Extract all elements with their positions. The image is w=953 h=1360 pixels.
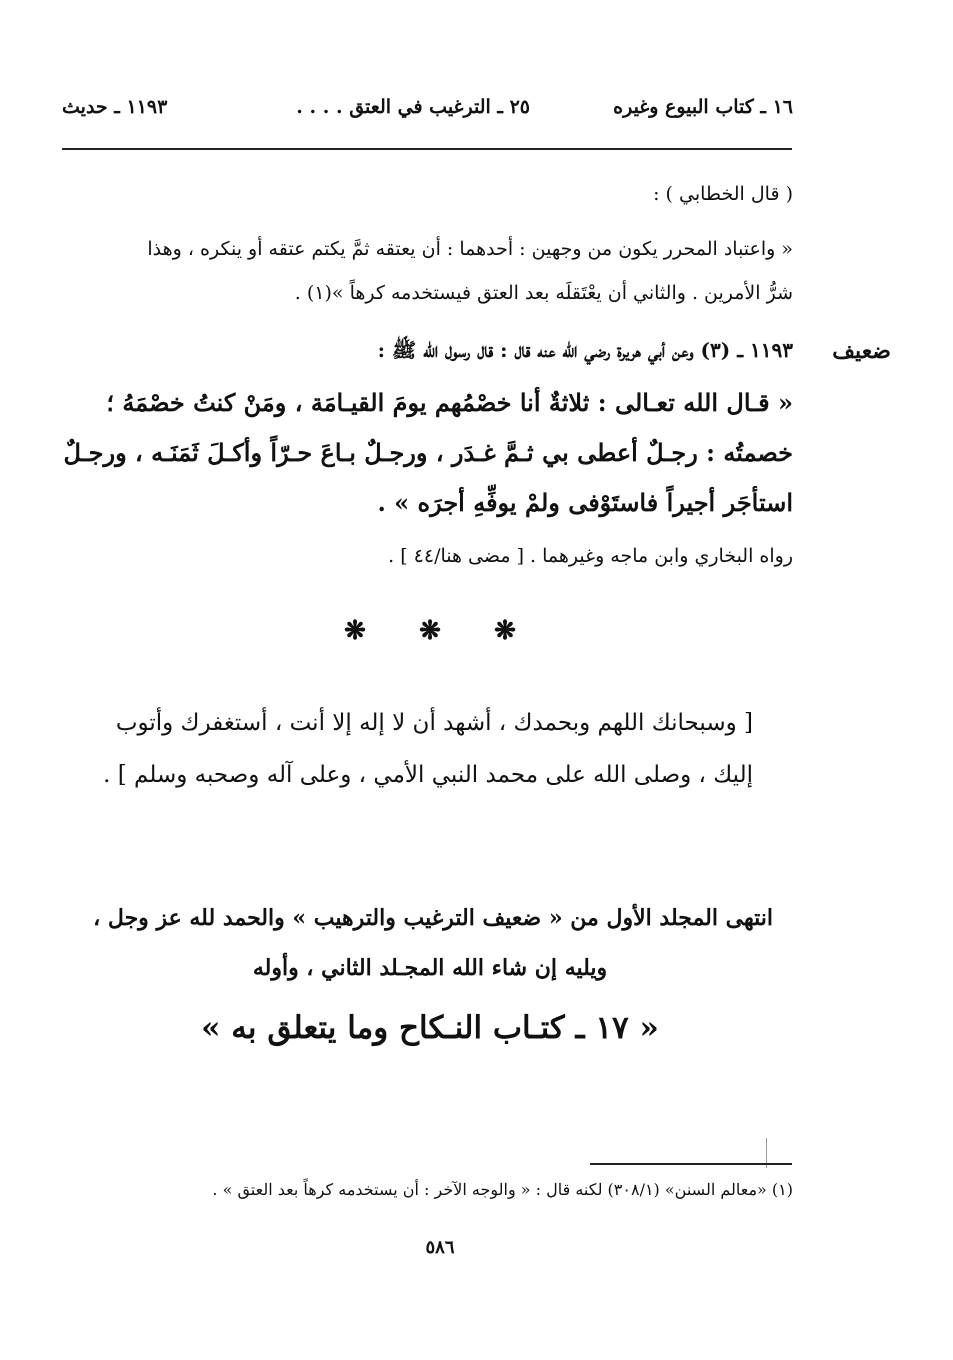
separator-star: ❋ [419, 616, 441, 646]
running-header-hadith: ١١٩٣ ـ حديث [62, 96, 168, 118]
hadith-text-line: « قـال الله تعـالى : ثلاثةٌ أنا خصْمُهم يومَ القيـامَة ، ومَنْ كنتُ خصْمَهُ ؛ [106, 388, 793, 417]
footnote-divider [590, 1163, 792, 1165]
running-header-chapter: ٢٥ ـ الترغيب في العتق . . . . [296, 96, 530, 118]
hadith-text-line: استأجَر أجيراً فاستَوْفى ولمْ يوفِّهِ أجرَه » . [377, 488, 793, 517]
footnote: (١) «معالم السنن» (٣٠٨/١) لكنه قال : « والوجه الآخر : أن يستخدمه كرهاً بعد العتق » . [212, 1180, 793, 1199]
volume-end-note: انتهى المجلد الأول من « ضعيف الترغيب والترهيب » والحمد لله عز وجل ، [93, 905, 773, 931]
separator-star: ❋ [344, 616, 366, 646]
hadith-intro: ١١٩٣ ـ (٣) وعن أبي هريرة رضي الله عنه قال : قال رسول الله ﷺ : [377, 338, 793, 362]
hadith-grade-label: ضعيف [832, 338, 891, 364]
intro-text-line: شرُّ الأمرين . والثاني أن يعْتَقلَه بعد العتق فيستخدمه كرهاً »(١) . [294, 282, 793, 304]
section-separator [340, 616, 520, 646]
running-header-book: ١٦ ـ كتاب البيوع وغيره [613, 96, 793, 118]
header-divider [62, 148, 792, 150]
closing-supplication-line: إليك ، وصلى الله على محمد النبي الأمي ، وعلى آله وصحبه وسلم ] . [103, 762, 753, 788]
volume-end-note: ويليه إن شاء الله المجـلد الثاني ، وأوله [252, 955, 608, 981]
hadith-source: رواه البخاري وابن ماجه وغيرهما . [ مضى هنا/٤٤ ] . [388, 545, 793, 567]
closing-supplication-line: [ وسبحانك اللهم وبحمدك ، أشهد أن لا إله إلا أنت ، أستغفرك وأتوب [115, 710, 753, 736]
intro-text-line: « واعتباد المحرر يكون من وجهين : أحدهما : أن يعتقه ثمَّ يكتم عتقه أو ينكره ، وهذا [147, 238, 793, 260]
page-number: ٥٨٦ [425, 1237, 455, 1258]
intro-attribution: ( قال الخطابي ) : [653, 183, 793, 205]
next-book-title: « ١٧ ـ كتـاب النـكاح وما يتعلق به » [201, 1010, 659, 1046]
hadith-text-line: خصمتُه : رجـلٌ أعطى بي ثـمَّ غـدَر ، ورجـلٌ بـاعَ حـرّاً وأكـلَ ثَمَنَـه ، ورجـلٌ [63, 438, 793, 467]
separator-star: ❋ [494, 616, 516, 646]
